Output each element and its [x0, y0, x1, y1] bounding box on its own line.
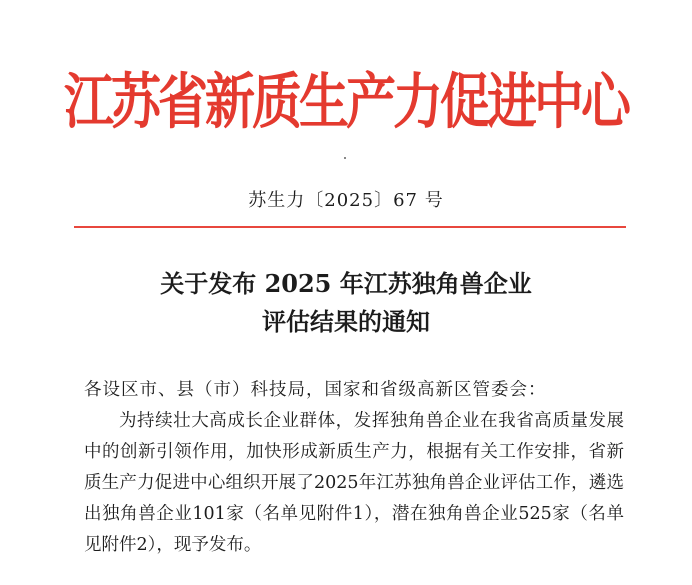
organization-header: 江苏省新质生产力促进中心 — [64, 66, 628, 137]
document-number: 苏生力〔2025〕67 号 — [248, 190, 444, 211]
body-paragraph: 为持续壮大高成长企业群体，发挥独角兽企业在我省高质量发展中的创新引领作用，加快形成新质生产力，根据有关工作安排，省新质生产力促进中心组织开展了2025年江苏独角兽企业评估工作，遴选出独角兽企业101家（名单见附件1），潜在独角兽企业525家（名单见附件2），现予发布。 — [84, 411, 624, 555]
title-line-2: 评估结果的通知 — [262, 307, 430, 336]
document-body — [84, 375, 624, 561]
document-title — [0, 265, 692, 341]
red-divider — [74, 226, 626, 228]
salutation: 各设区市、县（市）科技局，国家和省级高新区管委会： — [84, 380, 547, 400]
dot-mark — [344, 157, 346, 159]
title-line-1: 关于发布 2025 年江苏独角兽企业 — [160, 269, 532, 298]
